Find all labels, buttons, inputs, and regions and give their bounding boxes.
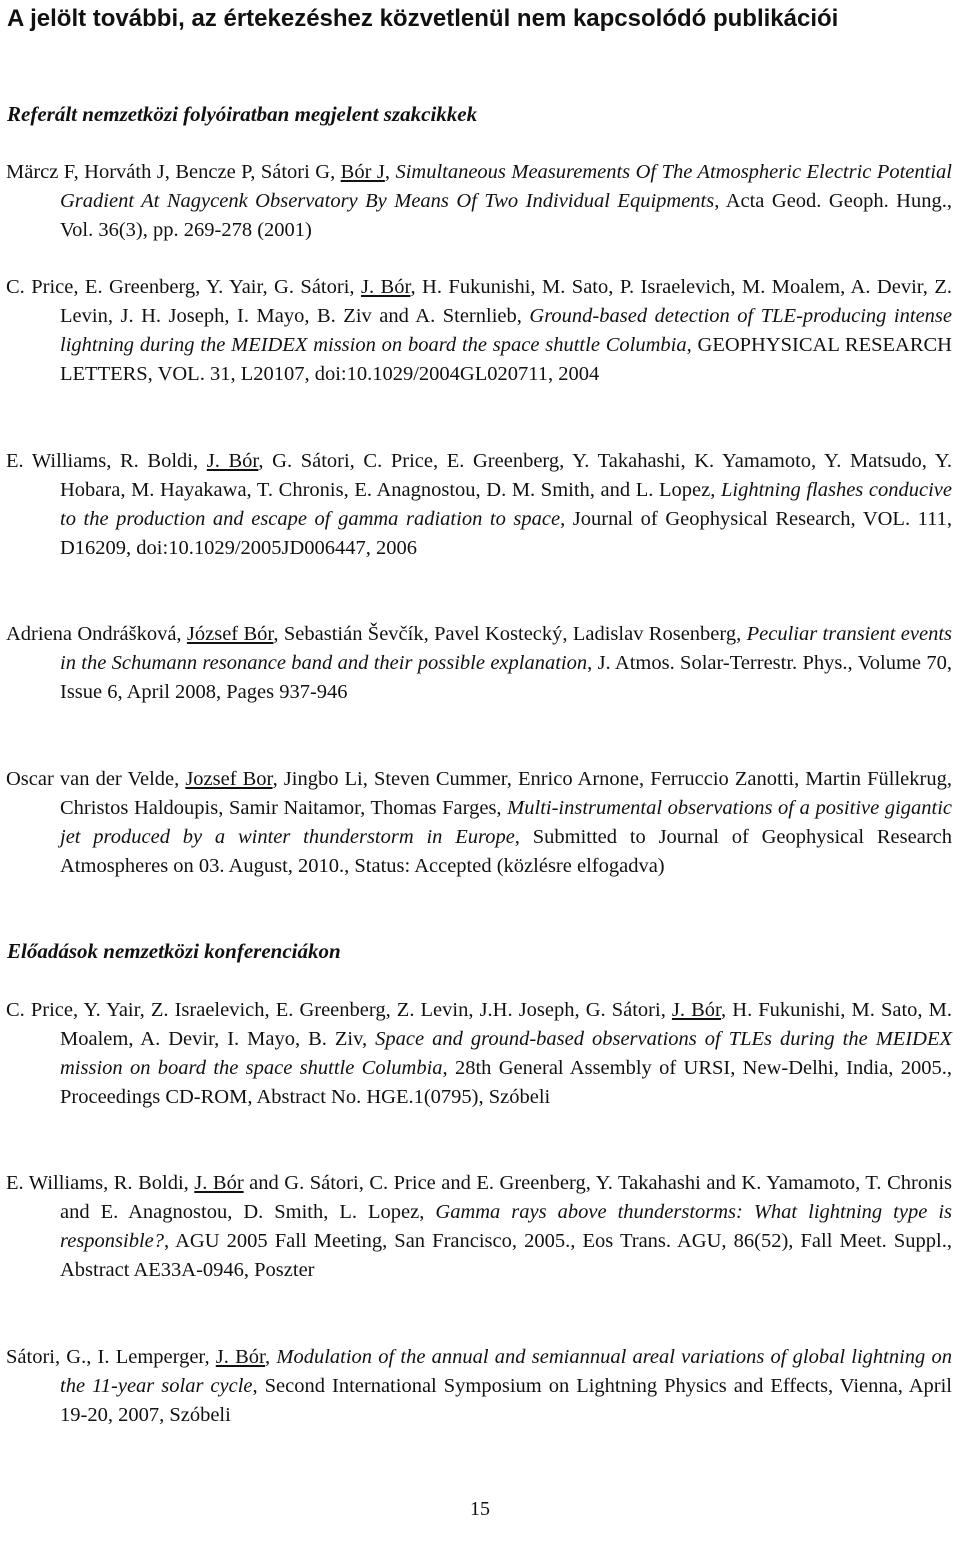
presentation-entry-3	[6, 1343, 952, 1430]
presentation-entry-1	[6, 996, 952, 1112]
entry-source: , Journal of Geophysical Research, VOL. 111, D16209, doi:10.1029/2005JD006447, 2006	[60, 508, 952, 559]
author-highlight: J. Bór	[206, 450, 259, 472]
entry-title: Gamma rays above thunderstorms: What lightning type is responsible?	[60, 1201, 952, 1252]
entry-authors-cont: and G. Sátori, C. Price and E. Greenberg, Y. Takahashi and K. Yamamoto, T. Chronis and E. Anagnostou, D. Smith, L. Lopez,	[60, 1172, 952, 1223]
entry-authors: Oscar van der Velde,	[6, 768, 186, 790]
entry-source: , Second International Symposium on Lightning Physics and Effects, Vienna, April 19-20, 2007, Szóbeli	[60, 1375, 952, 1426]
entry-title: Ground-based detection of TLE-producing intense lightning during the MEIDEX mission on board the space shuttle Columbia	[60, 305, 952, 356]
author-highlight: J. Bór	[194, 1172, 244, 1194]
entry-source: , J. Atmos. Solar-Terrestr. Phys., Volume 70, Issue 6, April 2008, Pages 937-946	[60, 652, 952, 703]
entry-separator: ,	[265, 1346, 277, 1368]
entry-source: , GEOPHYSICAL RESEARCH LETTERS, VOL. 31, L20107, doi:10.1029/2004GL020711, 2004	[60, 334, 952, 385]
page-heading: A jelölt további, az értekezéshez közvetlenül nem kapcsolódó publikációi	[7, 5, 839, 32]
entry-title: Simultaneous Measurements Of The Atmospheric Electric Potential Gradient At Nagycenk Observatory By Means Of Two Individual Equipments	[60, 161, 952, 212]
entry-authors: C. Price, E. Greenberg, Y. Yair, G. Sátori,	[6, 276, 361, 298]
entry-authors: Sátori, G., I. Lemperger,	[6, 1346, 216, 1368]
entry-authors-cont: , H. Fukunishi, M. Sato, P. Israelevich, M. Moalem, A. Devir, Z. Levin, J. H. Joseph, I. Mayo, B. Ziv and A. Sternlieb,	[60, 276, 952, 327]
entry-source: , AGU 2005 Fall Meeting, San Francisco, 2005., Eos Trans. AGU, 86(52), Fall Meet. Suppl., Abstract AE33A-0946, Poszter	[60, 1230, 952, 1281]
publication-entry-2	[6, 273, 952, 389]
page-number: 15	[470, 1498, 490, 1520]
author-highlight: J. Bór	[671, 999, 722, 1021]
entry-authors-cont: , Jingbo Li, Steven Cummer, Enrico Arnone, Ferruccio Zanotti, Martin Füllekrug, Christos Haldoupis, Samir Naitamor, Thomas Farges,	[60, 768, 952, 819]
section-heading-journals: Referált nemzetközi folyóiratban megjelent szakcikkek	[7, 102, 478, 126]
entry-authors: E. Williams, R. Boldi,	[6, 1172, 195, 1194]
entry-authors-cont: , Sebastián Ševčík, Pavel Kostecký, Ladislav Rosenberg,	[273, 623, 747, 645]
author-highlight: Bór J	[340, 161, 385, 183]
publication-entry-3	[6, 447, 952, 563]
publication-entry-5	[6, 765, 952, 881]
entry-separator: ,	[384, 161, 396, 183]
author-highlight: Jozsef Bor	[185, 768, 273, 790]
entry-authors: Adriena Ondrášková,	[6, 623, 187, 645]
section-heading-conferences: Előadások nemzetközi konferenciákon	[7, 939, 341, 963]
entry-title: Space and ground-based observations of TLEs during the MEIDEX mission on board the space shuttle Columbia	[60, 1028, 952, 1079]
entry-source: , Acta Geod. Geoph. Hung., Vol. 36(3), pp. 269-278 (2001)	[60, 190, 952, 241]
author-highlight: József Bór	[186, 623, 274, 645]
entry-authors: C. Price, Y. Yair, Z. Israelevich, E. Greenberg, Z. Levin, J.H. Joseph, G. Sátori,	[6, 999, 672, 1021]
entry-authors-cont: , G. Sátori, C. Price, E. Greenberg, Y. Takahashi, K. Yamamoto, Y. Matsudo, Y. Hobara, M. Hayakawa, T. Chronis, E. Anagnostou, D. M. Smith, and L. Lopez,	[60, 450, 952, 501]
publication-entry-4	[6, 620, 952, 707]
entry-title: Multi-instrumental observations of a positive gigantic jet produced by a winter thunderstorm in Europe	[60, 797, 953, 848]
author-highlight: J. Bór	[215, 1346, 266, 1368]
entry-authors-cont: , H. Fukunishi, M. Sato, M. Moalem, A. Devir, I. Mayo, B. Ziv,	[60, 999, 952, 1050]
entry-source: , 28th General Assembly of URSI, New-Delhi, India, 2005., Proceedings CD-ROM, Abstract No. HGE.1(0795), Szóbeli	[60, 1057, 952, 1108]
presentation-entry-2	[6, 1169, 952, 1285]
entry-source: , Submitted to Journal of Geophysical Research Atmospheres on 03. August, 2010., Status: Accepted (közlésre elfogadva)	[60, 826, 953, 877]
author-highlight: J. Bór	[360, 276, 411, 298]
entry-title: Modulation of the annual and semiannual areal variations of global lightning on the 11-year solar cycle	[60, 1346, 953, 1397]
entry-title: Peculiar transient events in the Schumann resonance band and their possible explanation	[60, 623, 952, 674]
publication-entry-1	[6, 158, 952, 245]
entry-authors: Märcz F, Horváth J, Bencze P, Sátori G,	[6, 161, 341, 183]
entry-title: Lightning flashes conducive to the production and escape of gamma radiation to space	[60, 479, 952, 530]
entry-authors: E. Williams, R. Boldi,	[6, 450, 207, 472]
